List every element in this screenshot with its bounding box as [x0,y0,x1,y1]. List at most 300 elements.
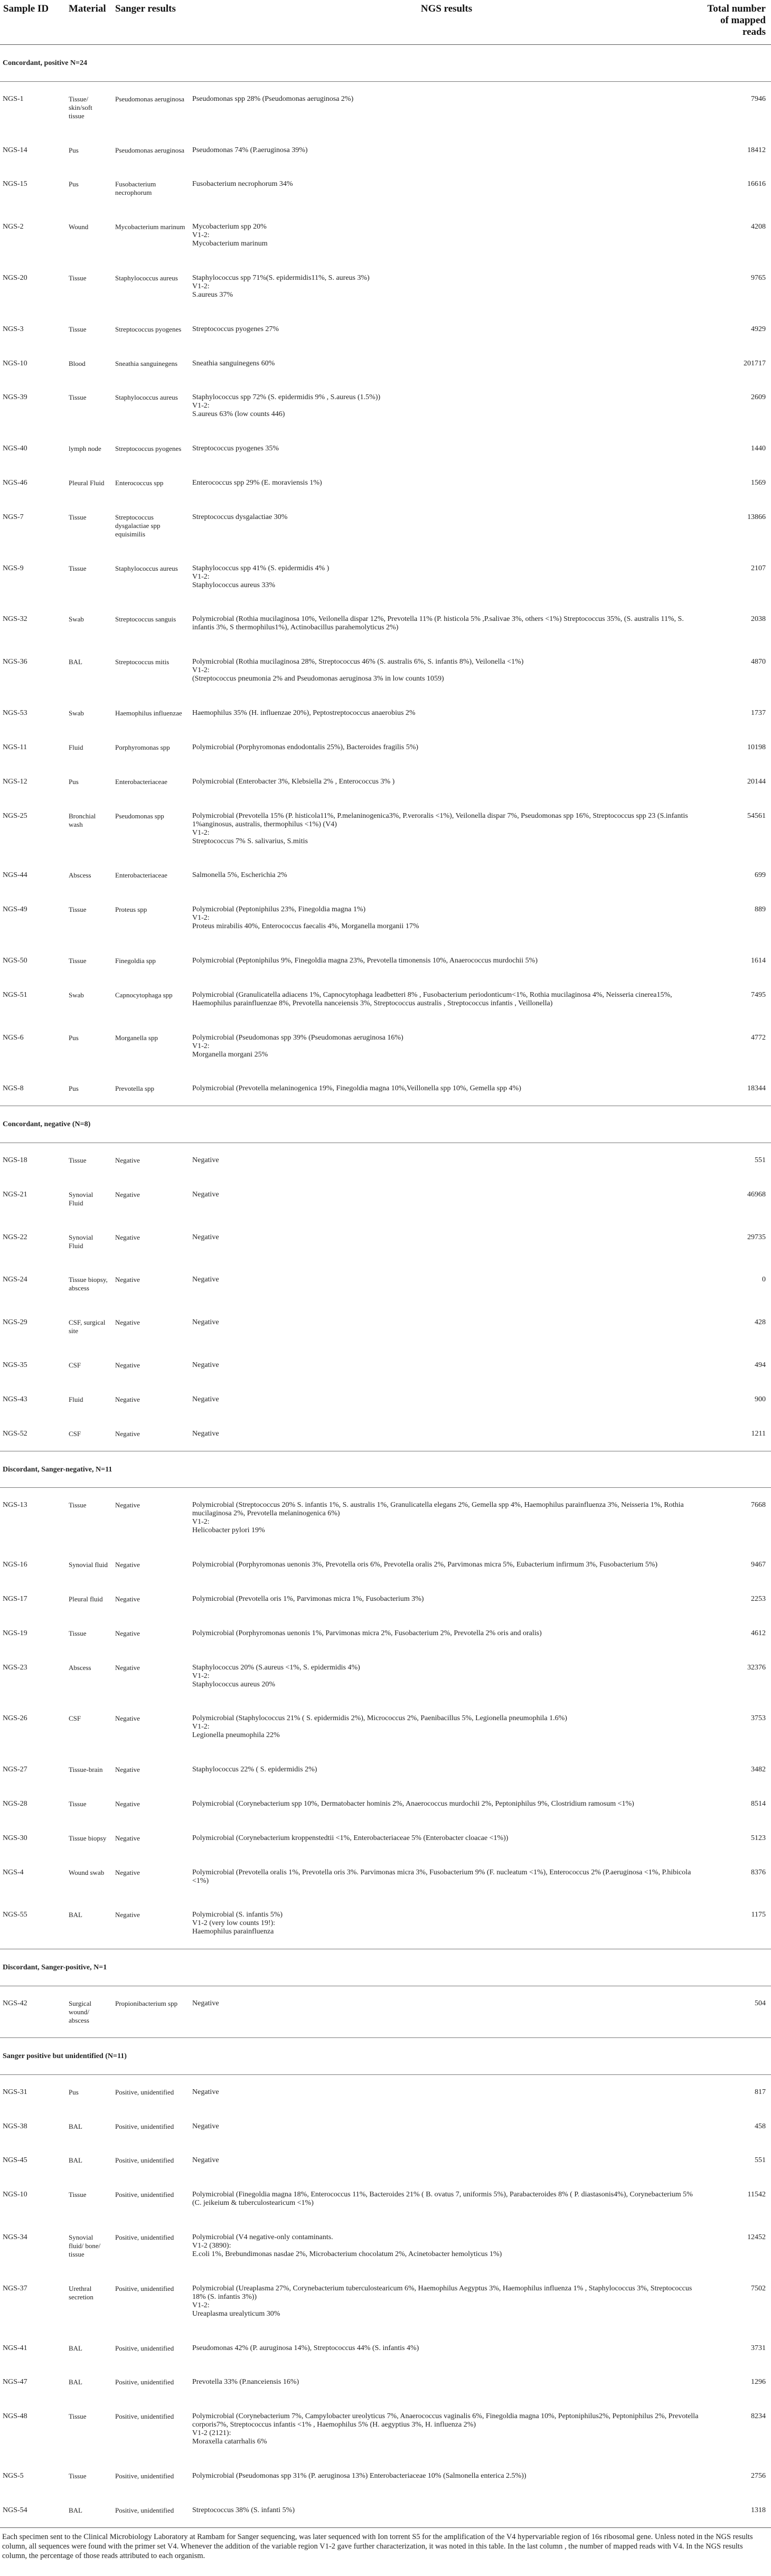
ngs-result-line: Negative [192,1318,219,1327]
mapped-reads-cell: 1440 [751,445,766,453]
ngs-result-cell [189,799,704,858]
ngs-result-line: S.aureus 63% (low counts 446) [192,410,285,419]
column-header-ngs-results: NGS results [189,0,704,45]
table-row [0,2074,771,2109]
sample-id-cell: NGS-31 [3,2088,27,2096]
ngs-result-line: Polymicrobial (Prevotella oralis 1%, Prevotella oris 3%. Parvimonas micra 3%, Fusobacterium 9% (F. nucleatum <1%), Enterococcus 2% (P.aeruginosa <1%, P.hibicola <1%) [192,1868,691,1885]
sample-id-cell: NGS-1 [3,95,24,103]
sanger-result-cell: Negative [115,1766,140,1774]
ngs-result-cell [189,2177,704,2220]
ngs-result-line: Polymicrobial (Finegoldia magna 18%, Enterococcus 11%, Bacteroides 21% ( B. ovatus 7, uniformis 5%), Parabacteroides 8% ( P. diastasonis4%), Corynebacterium 5% (C. jeikeium & tuberculostearicum <1%) [192,2191,693,2207]
material-cell: CSF [69,1714,81,1723]
sample-id-cell: NGS-4 [3,1868,24,1876]
material-cell: Tissue [69,325,87,333]
ngs-result-line: S.aureus 37% [192,290,233,299]
table-row [0,892,771,943]
sample-id-cell: NGS-34 [3,2233,27,2241]
table-row [0,696,771,730]
ngs-result-line: Polymicrobial (Enterobacter 3%, Klebsiella 2% , Enterococcus 3% ) [192,777,395,786]
ngs-result-cell [189,133,704,167]
ngs-result-line: Polymicrobial (S. infantis 5%) [192,1911,283,1919]
table-row [0,81,771,133]
mapped-reads-cell: 1737 [751,709,766,718]
table-row [0,1855,771,1898]
ngs-result-line: V1-2: [192,231,210,240]
ngs-result-line: Staphylococcus aureus 20% [192,1680,276,1688]
ngs-result-line: Polymicrobial (Pseudomonas spp 31% (P. aeruginosa 13%) Enterobacteriaceae 10% (Salmonella enterica 2.5%)) [192,2472,526,2480]
ngs-result-cell [189,1072,704,1106]
ngs-result-line: Ureaplasma urealyticum 30% [192,2309,280,2318]
mapped-reads-cell: 18412 [747,146,766,154]
sample-id-cell: NGS-52 [3,1429,27,1438]
mapped-reads-cell: 0 [762,1276,766,1284]
column-header-total-mapped-reads: Total number of mapped reads [704,0,771,45]
ngs-result-cell [189,1787,704,1821]
sanger-result-cell: Negative [115,1834,140,1842]
material-cell: Synovial fluid [69,1561,108,1569]
table-row [0,210,771,261]
material-cell: Tissue [69,1501,87,1509]
ngs-result-cell [189,466,704,500]
table-row [0,1488,771,1548]
table-row [0,2177,771,2220]
column-header-material: Material [65,0,112,45]
ngs-result-line: Streptococcus 38% (S. infanti 5%) [192,2506,295,2514]
sanger-result-cell: Positive, unidentified [115,2284,174,2292]
table-row [0,261,771,312]
sample-id-cell: NGS-30 [3,1834,27,1842]
table-row [0,1382,771,1417]
section-title: Discordant, Sanger-positive, N=1 [0,1949,771,1986]
section-header-row [0,1451,771,1488]
material-cell: Pleural fluid [69,1594,103,1603]
material-cell: Tissue [69,956,87,965]
mapped-reads-cell: 1296 [751,2378,766,2386]
table-body [0,45,771,2528]
mapped-reads-cell: 29735 [747,1233,766,1241]
material-cell: CSF [69,1429,81,1438]
ngs-result-line: V1-2: [192,2301,210,2309]
sample-id-cell: NGS-13 [3,1501,27,1509]
ngs-result-cell [189,765,704,799]
table-row [0,1898,771,1949]
material-cell: Tissue [69,2472,87,2480]
mapped-reads-cell: 7495 [751,990,766,999]
ngs-result-cell [189,551,704,602]
material-cell: Tissue [69,273,87,282]
sample-id-cell: NGS-40 [3,445,27,453]
sample-id-cell: NGS-50 [3,956,27,965]
ngs-result-line: Staphylococcus spp 41% (S. epidermidis 4% ) [192,564,330,572]
material-cell: Synovial Fluid [69,1233,93,1250]
material-cell: lymph node [69,445,101,453]
ngs-result-line: Staphylococcus 22% ( S. epidermidis 2%) [192,1766,317,1774]
sanger-result-cell: Proteus spp [115,905,147,914]
ngs-result-line: Polymicrobial (Pseudomonas spp 39% (Pseudomonas aeruginosa 16%) [192,1033,403,1042]
material-cell: Wound swab [69,1868,105,1876]
sanger-result-cell: Haemophilus influenzae [115,709,182,718]
ngs-result-line: E.coli 1%, Brebundimonas nasdae 2%, Microbacterium chocolatum 2%, Acinetobacter hemolyticus 1%) [192,2250,502,2258]
ngs-result-cell [189,1616,704,1650]
sample-id-cell: NGS-21 [3,1190,27,1199]
section-title: Concordant, negative (N=8) [0,1106,771,1143]
ngs-result-cell [189,602,704,645]
sanger-result-cell: Negative [115,1561,140,1569]
ngs-result-line: Salmonella 5%, Escherichia 2% [192,871,287,880]
ngs-result-line: Negative [192,1233,219,1241]
sanger-result-cell: Morganella spp [115,1033,158,1042]
sample-id-cell: NGS-8 [3,1084,24,1093]
section-title: Sanger positive but unidentified (N=11) [0,2038,771,2075]
section-title: Concordant, positive N=24 [0,45,771,82]
material-cell: Synovial fluid/ bone/ tissue [69,2233,101,2258]
ngs-result-line: Helicobacter pylori 19% [192,1526,265,1535]
material-cell: Urethral secretion [69,2284,93,2301]
table-row [0,2109,771,2144]
mapped-reads-cell: 12452 [747,2233,766,2241]
ngs-result-line: Streptococcus 7% S. salivarius, S.mitis [192,837,308,845]
ngs-result-cell [189,312,704,346]
mapped-reads-cell: 1614 [751,956,766,965]
ngs-result-line: Polymicrobial (Ureaplasma 27%, Corynebacterium tuberculostearicum 6%, Haemophilus Aegyptus 3%, Haemophilus influenza 1% , Staphylococcus 3%, Streptococcus 18% (S. infantis 3%)) [192,2284,692,2301]
table-row [0,2459,771,2493]
ngs-result-cell [189,2365,704,2400]
ngs-result-line: Mycobacterium spp 20% [192,223,267,231]
mapped-reads-cell: 2107 [751,564,766,572]
ngs-result-line: Streptococcus pyogenes 27% [192,325,279,333]
table-row [0,1752,771,1787]
mapped-reads-cell: 2756 [751,2472,766,2480]
sanger-result-cell: Negative [115,1714,140,1723]
table-row [0,2220,771,2271]
mapped-reads-cell: 1569 [751,479,766,487]
sanger-result-cell: Negative [115,1594,140,1603]
sanger-result-cell: Staphylococcus aureus [115,564,178,572]
ngs-result-cell [189,381,704,432]
ngs-result-line: Staphylococcus spp 71%(S. epidermidis11%, S. aureus 3%) [192,273,370,282]
sample-id-cell: NGS-23 [3,1663,27,1672]
table-row [0,1220,771,1263]
ngs-result-cell [189,1702,704,1753]
section-title: Discordant, Sanger-negative, N=11 [0,1451,771,1488]
mapped-reads-cell: 699 [755,871,766,880]
sample-id-cell: NGS-17 [3,1594,27,1603]
sanger-result-cell: Negative [115,1429,140,1438]
ngs-result-line: Proteus mirabilis 40%, Enterococcus faecalis 4%, Morganella morganii 17% [192,922,419,931]
table-row [0,1177,771,1220]
sanger-result-cell: Negative [115,1663,140,1672]
table-row [0,1143,771,1177]
table-row [0,943,771,978]
ngs-result-cell [189,1417,704,1451]
table-row [0,1702,771,1753]
mapped-reads-cell: 8514 [751,1800,766,1808]
ngs-result-line: V1-2: [192,1518,210,1526]
ngs-result-line: Morganella morgani 25% [192,1050,268,1059]
table-row [0,1021,771,1072]
ngs-result-line: Mycobacterium marinum [192,240,268,248]
sample-id-cell: NGS-42 [3,1999,27,2008]
table-row [0,645,771,696]
ngs-result-cell [189,2143,704,2177]
sanger-result-cell: Negative [115,1156,140,1165]
ngs-result-line: Polymicrobial (Peptoniphilus 9%, Finegoldia magna 23%, Prevotella timonensis 10%, Anaerococcus murdochii 5%) [192,956,538,965]
ngs-result-line: Polymicrobial (Corynebacterium spp 10%, Dermatobacter hominis 2%, Anaerococcus murdochii 2%, Peptoniphilus 9%, Clostridium ramosum <1%) [192,1800,634,1808]
material-cell: Bronchial wash [69,812,96,828]
table-row [0,765,771,799]
table-row [0,2493,771,2527]
sanger-result-cell: Pseudomonas spp [115,812,164,820]
section-header-row [0,1949,771,1986]
ngs-result-cell [189,2399,704,2459]
sample-id-cell: NGS-10 [3,2191,27,2199]
ngs-result-line: Staphylococcus aureus 33% [192,581,276,589]
ngs-result-cell [189,1348,704,1382]
mapped-reads-cell: 3731 [751,2344,766,2352]
ngs-result-line: Polymicrobial (Corynebacterium 7%, Campylobacter ureolyticus 7%, Anaerococcus vaginalis 6%, Finegoldia magna 10%, Peptoniphilus2%, Peptoniphilus 2%, Prevotella corporis7%, Streptococcus infantis <1% , Haemophilus 5% (H. aegyptius 3%, H. influenza 2%) [192,2412,699,2429]
mapped-reads-cell: 7668 [751,1501,766,1509]
table-row [0,2143,771,2177]
ngs-result-line: Fusobacterium necrophorum 34% [192,180,293,188]
mapped-reads-cell: 11542 [747,2191,766,2199]
sanger-result-cell: Negative [115,1395,140,1403]
table-footnote: Each specimen sent to the Clinical Microbiology Laboratory at Rambam for Sanger sequencing, was later sequenced with Ion torrent S5 for the amplification of the V4 hypervariable region of 16s ribosomal gene. Unless noted in the NGS results column, all sequences were found with the primer set V4. Whenever the addition of the variable region V1-2 gave further characterization, it was noted in this table. In the last column , the number of mapped reads with V4. In the NGS results column, the percentage of those reads attributed to each organism. [2,2533,753,2560]
sample-id-cell: NGS-25 [3,812,27,820]
material-cell: Wound [69,223,89,231]
sanger-result-cell: Negative [115,1276,140,1284]
ngs-result-line: Negative [192,2122,219,2130]
ngs-result-line: Polymicrobial (Streptococcus 20% S. infantis 1%, S. australis 1%, Granulicatella elegans 2%, Gemella spp 4%, Haemophilus parainfluenza 3%, Neisseria 1%, Rothia mucilaginosa 2%, Prevotella melaninogenica 6%) [192,1501,684,1518]
material-cell: Swab [69,990,84,999]
section-header-row [0,1106,771,1143]
mapped-reads-cell: 32376 [747,1663,766,1672]
mapped-reads-cell: 900 [755,1395,766,1403]
sanger-result-cell: Positive, unidentified [115,2378,174,2386]
sanger-result-cell: Positive, unidentified [115,2412,174,2421]
material-cell: BAL [69,2378,82,2386]
ngs-result-line: Polymicrobial (Prevotella 15% (P. histicola11%, P.melaninogenica3%, P.veroralis <1%), Veilonella dispar 7%, Pseudomonas spp 16%, Streptococcus spp 23 (S.infantis 1%anginosus, australis, thermophilus <1%) (V4) [192,812,688,828]
sanger-result-cell: Propionibacterium spp [115,1999,178,2008]
material-cell: Pus [69,1084,79,1093]
material-cell: Pus [69,2088,79,2096]
ngs-result-cell [189,2493,704,2527]
sample-id-cell: NGS-37 [3,2284,27,2292]
mapped-reads-cell: 551 [755,2156,766,2165]
sanger-result-cell: Positive, unidentified [115,2191,174,2199]
ngs-result-line: Legionella pneumophila 22% [192,1731,280,1740]
mapped-reads-cell: 504 [755,1999,766,2008]
mapped-reads-cell: 7502 [751,2284,766,2292]
ngs-result-cell [189,1021,704,1072]
material-cell: Tissue [69,2191,87,2199]
mapped-reads-cell: 9765 [751,273,766,282]
ngs-result-line: (Streptococcus pneumonia 2% and Pseudomonas aeruginosa 3% in low counts 1059) [192,675,444,683]
material-cell: CSF, surgical site [69,1318,106,1335]
ngs-result-line: Polymicrobial (Corynebacterium kroppenstedtii <1%, Enterobacteriaceae 5% (Enterobacter cloacae <1%)) [192,1834,509,1842]
mapped-reads-cell: 1211 [751,1429,766,1438]
table-row [0,1305,771,1348]
material-cell: Abscess [69,871,91,880]
ngs-result-cell [189,892,704,943]
ngs-result-line: Negative [192,2156,219,2165]
ngs-result-line: Sneathia sanguinegens 60% [192,359,275,367]
ngs-result-cell [189,1488,704,1548]
ngs-result-line: Staphylococcus spp 72% (S. epidermidis 9% , S.aureus (1.5%)) [192,393,381,402]
sample-id-cell: NGS-24 [3,1276,27,1284]
sanger-result-cell: Positive, unidentified [115,2472,174,2480]
material-cell: Tissue [69,1156,87,1165]
mapped-reads-cell: 458 [755,2122,766,2130]
mapped-reads-cell: 4870 [751,658,766,666]
ngs-result-cell [189,1143,704,1177]
sample-id-cell: NGS-5 [3,2472,24,2480]
ngs-result-cell [189,696,704,730]
ngs-result-line: Polymicrobial (Rothia mucilaginosa 10%, Veilonella dispar 12%, Prevotella 11% (P. histicola 5% ,P.salivae 3%, others <1%) Streptococcus 35%, (S. australis 11%, S. infantis 3%, S thermophilus1%), Actinobacillus parahemolyticus 2%) [192,615,684,632]
material-cell: Blood [69,359,86,367]
sample-id-cell: NGS-48 [3,2412,27,2421]
mapped-reads-cell: 1318 [704,2493,771,2527]
sanger-result-cell: Negative [115,1868,140,1876]
ngs-result-line: Prevotella 33% (P.nanceiensis 16%) [192,2378,299,2386]
material-cell: Swab [69,615,84,624]
sample-id-cell: NGS-11 [3,743,27,751]
ngs-result-cell [189,978,704,1021]
mapped-reads-cell: 428 [755,1318,766,1327]
table-header [0,0,771,45]
mapped-reads-cell: 4772 [751,1033,766,1042]
sample-id-cell: NGS-55 [3,1911,27,1919]
material-cell: BAL [69,658,82,666]
ngs-result-line: Polymicrobial (Peptoniphilus 23%, Finegoldia magna 1%) [192,905,366,914]
ngs-result-cell [189,645,704,696]
table-row [0,551,771,602]
ngs-result-line: Negative [192,1999,219,2008]
mapped-reads-cell: 3482 [751,1766,766,1774]
mapped-reads-cell: 54561 [747,812,766,820]
ngs-result-line: V1-2: [192,1723,210,1731]
table-row [0,1263,771,1306]
ngs-result-line: V1-2: [192,914,210,922]
table-row [0,167,771,210]
ngs-result-line: Negative [192,1276,219,1284]
material-cell: Swab [69,709,84,718]
table-row [0,978,771,1021]
material-cell: CSF [69,1361,81,1370]
sample-id-cell: NGS-39 [3,393,27,402]
sanger-result-cell: Enterobacteriaceae [115,777,167,786]
sample-id-cell: NGS-46 [3,479,27,487]
sanger-result-cell: Porphyromonas spp [115,743,170,751]
mapped-reads-cell: 2253 [751,1594,766,1603]
ngs-result-cell [189,261,704,312]
table-row [0,2331,771,2365]
ngs-result-cell [189,2074,704,2109]
sample-id-cell: NGS-51 [3,990,27,999]
sanger-result-cell: Fusobacterium necrophorum [115,180,156,197]
sanger-result-cell: Positive, unidentified [115,2344,174,2352]
ngs-result-cell [189,210,704,261]
sample-id-cell: NGS-20 [3,273,27,282]
ngs-result-cell [189,1855,704,1898]
sample-id-cell: NGS-43 [3,1395,27,1403]
ngs-result-cell [189,1305,704,1348]
sanger-result-cell: Negative [115,1361,140,1370]
sample-id-cell: NGS-45 [3,2156,27,2165]
material-cell: BAL [69,2122,82,2130]
table-row [0,1417,771,1451]
material-cell: Tissue biopsy, abscess [69,1276,108,1292]
sanger-result-cell: Streptococcus pyogenes [115,325,182,333]
ngs-result-line: Polymicrobial (Granulicatella adiacens 1%, Capnocytophaga leadbetteri 8% , Fusobacterium periodonticum<1%, Rothia mucilaginosa 4%, Neisseria cinerea15%, Haemophilus parainfluenzae 8%, Prevotella nanceiensis 3%, Streptococcus australis , Streptococcus infantis , Veillonella) [192,990,672,1007]
ngs-result-cell [189,1582,704,1616]
ngs-result-line: Polymicrobial (Porphyromonas endodontalis 25%), Bacteroides fragilis 5%) [192,743,419,751]
ngs-result-line: Polymicrobial (Prevotella oris 1%, Parvimonas micra 1%, Fusobacterium 3%) [192,1594,424,1603]
sample-id-cell: NGS-53 [3,709,27,718]
ngs-result-cell [189,2459,704,2493]
material-cell: Pus [69,180,79,188]
material-cell: BAL [69,2344,82,2352]
material-cell: BAL [65,2493,112,2527]
ngs-result-line: V1-2: [192,1042,210,1050]
mapped-reads-cell: 5123 [751,1834,766,1842]
sample-id-cell: NGS-2 [3,223,24,231]
sanger-result-cell: Negative [115,1629,140,1637]
mapped-reads-cell: 4208 [751,223,766,231]
ngs-result-line: Polymicrobial (Porphyromonas uenonis 1%, Parvimonas micra 2%, Fusobacterium 2%, Prevotella 2% oris and oralis) [192,1629,542,1637]
table-row [0,2399,771,2459]
table-row [0,500,771,551]
sample-id-cell: NGS-10 [3,359,27,367]
sanger-result-cell: Positive, unidentified [115,2233,174,2241]
sample-id-cell: NGS-7 [3,513,24,521]
ngs-result-line: Haemophilus parainfluenza [192,1928,274,1936]
mapped-reads-cell: 8234 [751,2412,766,2421]
ngs-result-line: Pseudomonas 74% (P.aeruginosa 39%) [192,146,308,154]
mapped-reads-cell: 4612 [751,1629,766,1637]
material-cell: Synovial Fluid [69,1190,93,1207]
sample-id-cell: NGS-38 [3,2122,27,2130]
ngs-result-line: Polymicrobial (V4 negative-only contaminants. [192,2233,333,2241]
mapped-reads-cell: 3753 [751,1714,766,1723]
material-cell: Tissue [69,1800,87,1808]
ngs-result-cell [189,1986,704,2038]
sample-id-cell: NGS-32 [3,615,27,624]
mapped-reads-cell: 2038 [751,615,766,624]
sanger-result-cell: Negative [115,1318,140,1327]
sample-id-cell: NGS-19 [3,1629,27,1637]
sanger-result-cell: Staphylococcus aureus [115,393,178,402]
mapped-reads-cell: 2609 [751,393,766,402]
sanger-result-cell: Negative [115,1800,140,1808]
sample-id-cell: NGS-22 [3,1233,27,1241]
column-header-sample-id: Sample ID [0,0,65,45]
ngs-result-cell [189,2220,704,2271]
ngs-result-line: V1-2: [192,572,210,581]
ngs-result-cell [189,1821,704,1855]
ngs-result-line: V1-2: [192,402,210,410]
material-cell: Tissue [69,1629,87,1637]
sample-id-cell: NGS-29 [3,1318,27,1327]
ngs-result-line: V1-2: [192,1672,210,1680]
ngs-result-cell [189,2109,704,2144]
sample-id-cell: NGS-28 [3,1800,27,1808]
sample-id-cell: NGS-9 [3,564,24,572]
sample-id-cell: NGS-27 [3,1766,27,1774]
sanger-result-cell: Sneathia sanguinegens [115,359,178,367]
sample-id-cell: NGS-12 [3,777,27,786]
sanger-result-cell: Positive, unidentified [115,2122,174,2130]
mapped-reads-cell: 9467 [751,1561,766,1569]
